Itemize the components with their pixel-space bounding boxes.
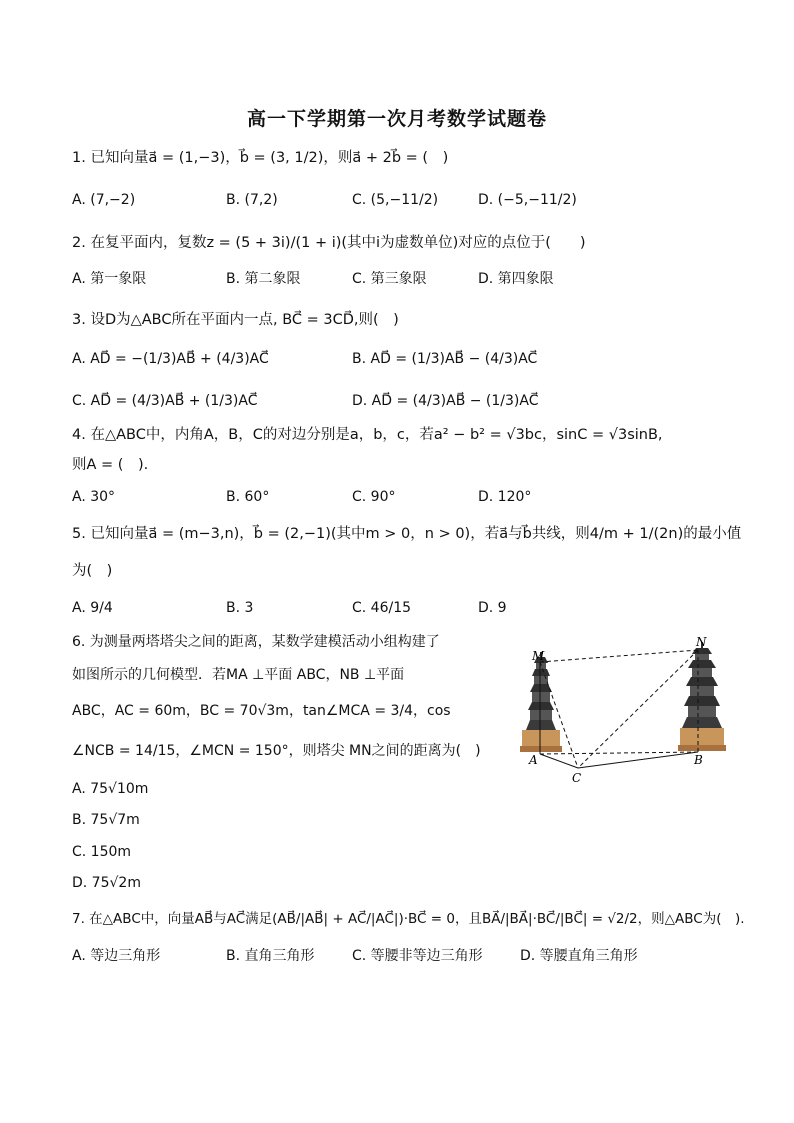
point-label-c: C: [572, 771, 582, 785]
q2-option-c[interactable]: C. 第三象限: [352, 271, 427, 287]
question-7-stem: 7. 在△ABC中，向量AB⃗与AC⃗满足(AB⃗/|AB⃗| + AC⃗/|AC⃗|)·BC⃗ = 0，且BA⃗/|BA⃗|·BC⃗/|BC⃗| = √2/2，则△ABC为( ).: [72, 911, 745, 927]
q7-option-d[interactable]: D. 等腰直角三角形: [520, 948, 638, 964]
q6-option-a[interactable]: A. 75√10m: [72, 781, 149, 797]
q6-option-d[interactable]: D. 75√2m: [72, 875, 141, 891]
question-4-stem-cont: 则A = ( ).: [72, 457, 149, 473]
q5-option-b[interactable]: B. 3: [226, 600, 254, 616]
point-label-m: M: [532, 649, 545, 663]
q4-option-d[interactable]: D. 120°: [478, 489, 532, 505]
question-6-line-3: ABC，AC = 60m，BC = 70√3m，tan∠MCA = 3/4，cos: [72, 703, 451, 719]
page-title: 高一下学期第一次月考数学试题卷: [246, 108, 547, 130]
question-1-stem: 1. 已知向量a⃗ = (1,−3)，b⃗ = (3, 1/2)，则a⃗ + 2b⃗ = ( ): [72, 150, 449, 166]
q4-option-a[interactable]: A. 30°: [72, 489, 116, 505]
q3-option-d[interactable]: D. AD⃗ = (4/3)AB⃗ − (1/3)AC⃗: [352, 393, 539, 409]
question-3-stem: 3. 设D为△ABC所在平面内一点, BC⃗ = 3CD⃗,则( ): [72, 312, 399, 328]
pagoda-geometry-figure: [520, 632, 730, 787]
q1-option-c[interactable]: C. (5,−11/2): [352, 192, 439, 208]
q3-option-b[interactable]: B. AD⃗ = (1/3)AB⃗ − (4/3)AC⃗: [352, 351, 538, 367]
q3-option-c[interactable]: C. AD⃗ = (4/3)AB⃗ + (1/3)AC⃗: [72, 393, 258, 409]
question-4-stem: 4. 在△ABC中，内角A，B，C的对边分别是a，b，c，若a² − b² = √3bc，sinC = √3sinB,: [72, 427, 663, 443]
question-5-stem: 5. 已知向量a⃗ = (m−3,n)，b⃗ = (2,−1)(其中m > 0，n > 0)，若a⃗与b⃗共线，则4/m + 1/(2n)的最小值: [72, 526, 742, 542]
q2-option-d[interactable]: D. 第四象限: [478, 271, 554, 287]
q5-option-a[interactable]: A. 9/4: [72, 600, 113, 616]
q1-option-d[interactable]: D. (−5,−11/2): [478, 192, 577, 208]
question-6-line-4: ∠NCB = 14/15，∠MCN = 150°，则塔尖 MN之间的距离为( ): [72, 743, 481, 759]
geometry-lines: [540, 650, 698, 768]
point-label-b: B: [694, 753, 703, 767]
q7-option-c[interactable]: C. 等腰非等边三角形: [352, 948, 483, 964]
q5-option-c[interactable]: C. 46/15: [352, 600, 412, 616]
question-5-stem-cont: 为( ): [72, 563, 113, 579]
q4-option-c[interactable]: C. 90°: [352, 489, 396, 505]
q2-option-a[interactable]: A. 第一象限: [72, 271, 147, 287]
q7-option-b[interactable]: B. 直角三角形: [226, 948, 315, 964]
right-pagoda-illustration: [678, 642, 726, 751]
q5-option-d[interactable]: D. 9: [478, 600, 507, 616]
question-2-stem: 2. 在复平面内，复数z = (5 + 3i)/(1 + i)(其中i为虚数单位)对应的点位于( ): [72, 235, 586, 251]
point-label-n: N: [696, 635, 707, 649]
q2-option-b[interactable]: B. 第二象限: [226, 271, 301, 287]
q7-option-a[interactable]: A. 等边三角形: [72, 948, 161, 964]
question-6-line-2: 如图所示的几何模型．若MA ⊥平面 ABC，NB ⊥平面: [72, 667, 405, 683]
q1-option-a[interactable]: A. (7,−2): [72, 192, 136, 208]
q3-option-a[interactable]: A. AD⃗ = −(1/3)AB⃗ + (4/3)AC⃗: [72, 351, 269, 367]
q1-option-b[interactable]: B. (7,2): [226, 192, 278, 208]
q6-option-c[interactable]: C. 150m: [72, 844, 132, 860]
q6-option-b[interactable]: B. 75√7m: [72, 812, 140, 828]
question-6-line-1: 6. 为测量两塔塔尖之间的距离，某数学建模活动小组构建了: [72, 634, 440, 650]
q4-option-b[interactable]: B. 60°: [226, 489, 270, 505]
point-label-a: A: [529, 753, 538, 767]
left-pagoda-illustration: [520, 652, 562, 752]
